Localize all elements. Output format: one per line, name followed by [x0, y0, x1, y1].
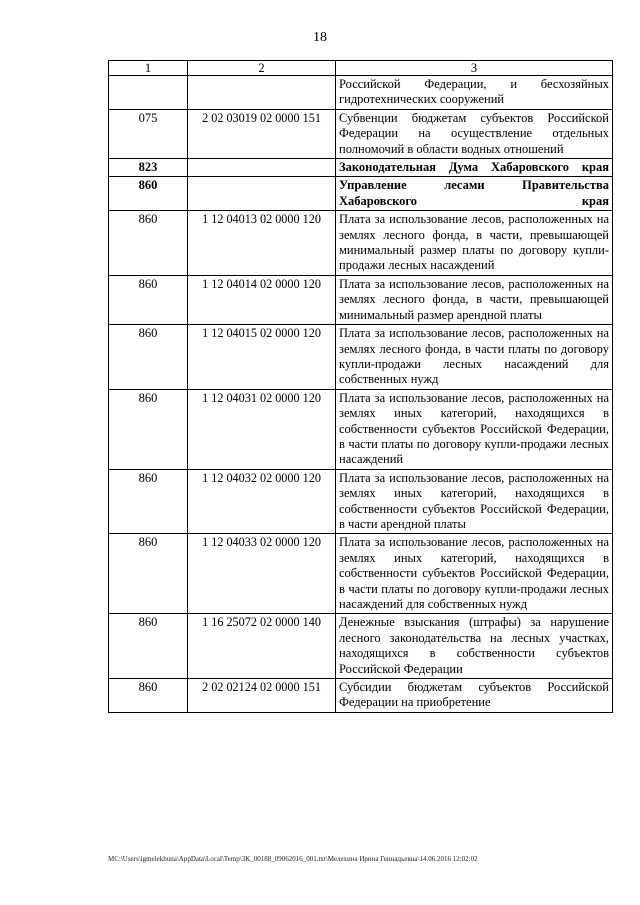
description-cell: Законодательная Дума Хабаровского края: [336, 159, 613, 177]
table-body: [109, 76, 613, 713]
table-row: [109, 275, 613, 324]
admin-code-cell: 860: [109, 614, 188, 679]
budget-code-cell: 1 12 04013 02 0000 120: [188, 211, 336, 276]
budget-code-cell: 2 02 03019 02 0000 151: [188, 109, 336, 158]
budget-code-cell: 1 12 04031 02 0000 120: [188, 389, 336, 469]
table-row: [109, 109, 613, 158]
table-row: [109, 211, 613, 276]
admin-code-cell: 860: [109, 211, 188, 276]
description-cell: Плата за использование лесов, расположенных на землях лесного фонда, в части платы по договору купли-продажи лесных насаждений для собственных нужд: [336, 325, 613, 390]
table-row: [109, 325, 613, 390]
description-cell: Субвенции бюджетам субъектов Российской Федерации на осуществление отдельных полномочий в области водных отношений: [336, 109, 613, 158]
admin-code-cell: 823: [109, 159, 188, 177]
description-cell: Субсидии бюджетам субъектов Российской Федерации на приобретение: [336, 679, 613, 713]
budget-code-cell: [188, 159, 336, 177]
page-number: 18: [313, 30, 327, 45]
budget-code-cell: 1 12 04033 02 0000 120: [188, 534, 336, 614]
table-header-row: [109, 61, 613, 76]
admin-code-cell: 860: [109, 177, 188, 211]
admin-code-cell: 860: [109, 469, 188, 534]
header-col-1: 1: [109, 61, 188, 76]
description-cell: Плата за использование лесов, расположенных на землях иных категорий, находящихся в собственности субъектов Российской Федерации, в части платы по договору купли-продажи лесных насаждений для собственных нужд: [336, 534, 613, 614]
table-row: [109, 469, 613, 534]
table-row: [109, 534, 613, 614]
description-cell: Денежные взыскания (штрафы) за нарушение лесного законодательства на лесных участках, находящихся в собственности субъектов Российской Федерации: [336, 614, 613, 679]
description-cell: Российской Федерации, и бесхозяйных гидротехнических сооружений: [336, 76, 613, 110]
admin-code-cell: 860: [109, 325, 188, 390]
budget-code-cell: 1 16 25072 02 0000 140: [188, 614, 336, 679]
budget-code-cell: [188, 177, 336, 211]
description-cell: Управление лесами Правительства Хабаровского края: [336, 177, 613, 211]
admin-code-cell: 860: [109, 679, 188, 713]
table-row: [109, 177, 613, 211]
admin-code-cell: [109, 76, 188, 110]
table-row: [109, 389, 613, 469]
table-row: [109, 159, 613, 177]
description-cell: Плата за использование лесов, расположенных на землях иных категорий, находящихся в собственности субъектов Российской Федерации, в части арендной платы: [336, 469, 613, 534]
budget-code-cell: 2 02 02124 02 0000 151: [188, 679, 336, 713]
admin-code-cell: 860: [109, 534, 188, 614]
budget-code-cell: [188, 76, 336, 110]
table-row: [109, 76, 613, 110]
budget-codes-table: [108, 60, 613, 713]
table-row: [109, 679, 613, 713]
header-col-2: 2: [188, 61, 336, 76]
description-cell: Плата за использование лесов, расположенных на землях иных категорий, находящихся в собственности субъектов Российской Федерации, в части платы по договору купли-продажи лесных насаждений: [336, 389, 613, 469]
description-cell: Плата за использование лесов, расположенных на землях лесного фонда, в части, превышающей минимальный размер платы по договору купли-продажи лесных насаждений: [336, 211, 613, 276]
budget-code-cell: 1 12 04015 02 0000 120: [188, 325, 336, 390]
budget-code-cell: 1 12 04014 02 0000 120: [188, 275, 336, 324]
file-path-footer: MC:\Users\igmelekhuna\AppData\Local\Temp\3K_00188_09062016_001.txt\Мелехина Ирина Геннадьевна\14.06.2016 12:02:02: [108, 855, 478, 863]
header-col-3: 3: [336, 61, 613, 76]
admin-code-cell: 860: [109, 389, 188, 469]
table-row: [109, 614, 613, 679]
description-cell: Плата за использование лесов, расположенных на землях лесного фонда, в части, превышающей минимальный размер арендной платы: [336, 275, 613, 324]
admin-code-cell: 860: [109, 275, 188, 324]
budget-code-cell: 1 12 04032 02 0000 120: [188, 469, 336, 534]
admin-code-cell: 075: [109, 109, 188, 158]
